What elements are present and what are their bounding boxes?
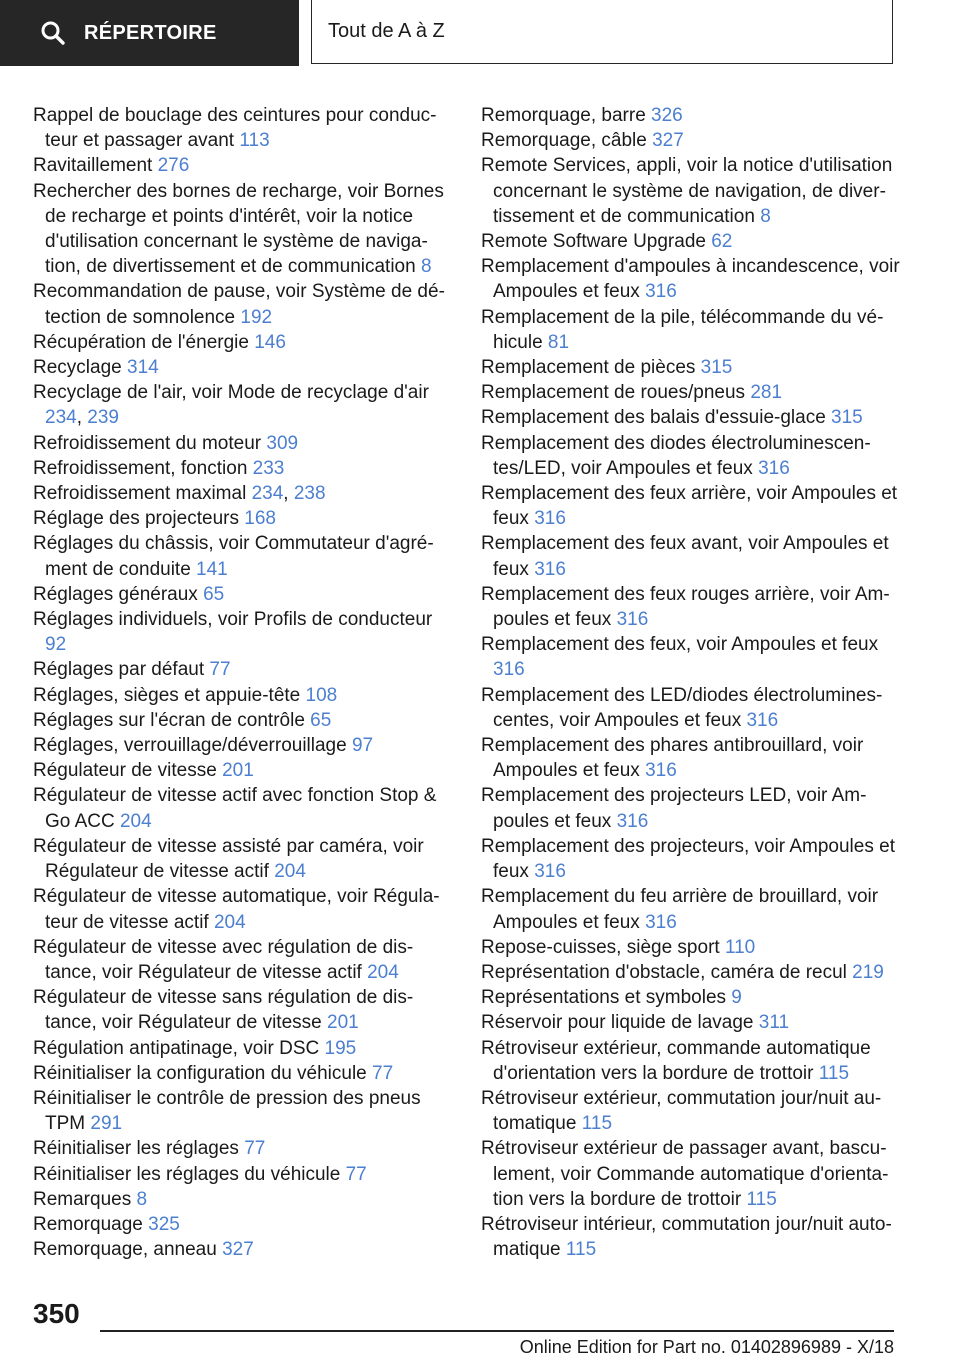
index-column-left [33, 103, 453, 1262]
page-reference-link[interactable]: 115 [746, 1188, 777, 1210]
page-reference-link[interactable]: 77 [345, 1163, 367, 1185]
page-reference-link[interactable]: 327 [652, 130, 684, 152]
index-entry-text: Régulateur de vitesse [33, 760, 223, 782]
index-entry [33, 935, 453, 985]
index-entry-text: Réglages par défaut [33, 659, 210, 681]
index-entry-text: Remplacement des projecteurs LED, voir Ampoules et feux [481, 785, 867, 832]
page-reference-link[interactable]: 309 [266, 432, 299, 454]
index-entry [33, 103, 453, 153]
index-entry-text: Régulateur de vitesse automatique, voir Régulateur de vitesse actif [33, 886, 440, 933]
index-entry-text: Rechercher des bornes de recharge, voir Bornes de recharge et points d'intérêt, voir la notice d'utilisation concernant le système de navigation, de divertissement et de communication [33, 180, 444, 278]
index-entry-text: Remplacement des phares antibrouillard, voir Ampoules et feux [481, 735, 864, 782]
page-reference-link[interactable]: 311 [758, 1012, 790, 1034]
section-title-tab[interactable] [311, 0, 893, 64]
index-entry [33, 758, 453, 783]
index-entry-text: Récupération de l'énergie [33, 331, 255, 353]
index-entry-text: Remarques [33, 1188, 137, 1210]
index-entry [33, 1212, 453, 1237]
index-entry-text: Recyclage [33, 357, 127, 379]
index-entry [481, 431, 901, 481]
index-entry-text: Remote Services, appli, voir la notice d'utilisation concernant le système de navigation, de divertissement et de communication [481, 155, 893, 227]
page-reference-link[interactable]: 192 [240, 306, 273, 328]
page-reference-link[interactable]: 97 [351, 735, 374, 757]
index-entry [33, 1162, 453, 1187]
index-entry-text: Réinitialiser les réglages [33, 1138, 245, 1160]
index-entry [33, 506, 453, 531]
index-entry-text: Refroidissement maximal [33, 483, 252, 505]
index-entry-text: Rétroviseur intérieur, commutation jour/nuit automatique [481, 1213, 892, 1261]
page-reference-link[interactable]: 204 [274, 861, 306, 883]
index-entry [481, 1036, 901, 1086]
index-entry [481, 128, 901, 153]
index-entry-text: Remorquage, barre [481, 105, 652, 126]
page-reference-link[interactable]: 327 [222, 1239, 254, 1261]
page-reference-link[interactable]: 316 [616, 609, 649, 631]
index-entry [481, 1010, 901, 1035]
page-reference-link[interactable]: 315 [700, 357, 733, 379]
page-reference-link[interactable]: 110 [724, 936, 756, 958]
page-reference-link[interactable]: 316 [534, 861, 566, 883]
page-reference-link[interactable]: 291 [90, 1113, 123, 1135]
index-entry-text: Réglages individuels, voir Profils de conducteur [33, 609, 433, 631]
index-entry-text: Rétroviseur extérieur, commande automatique d'orientation vers la bordure de trottoir [481, 1037, 871, 1084]
index-entry [481, 683, 901, 733]
index-entry [481, 1212, 901, 1262]
page-reference-link[interactable]: 325 [148, 1213, 180, 1235]
page-reference-link[interactable]: 65 [203, 583, 225, 605]
index-entry [481, 103, 901, 128]
page-reference-link[interactable]: 316 [746, 709, 779, 731]
index-entry-text: Remorquage, anneau [33, 1239, 223, 1261]
index-entry [33, 1086, 453, 1136]
page-reference-link[interactable]: 168 [244, 508, 276, 530]
index-entry [481, 632, 901, 682]
page-reference-link[interactable]: 201 [327, 1012, 359, 1034]
index-entry [33, 834, 453, 884]
index-entry-text: Régulateur de vitesse avec régulation de distance, voir Régulateur de vitesse actif [33, 936, 414, 983]
index-entry [33, 279, 453, 329]
page-reference-link[interactable]: 238 [293, 483, 326, 505]
page-reference-link[interactable]: 108 [305, 684, 338, 706]
index-entry [33, 582, 453, 607]
index-entry [33, 1237, 453, 1262]
page-reference-link[interactable]: 62 [711, 231, 733, 253]
page-reference-link[interactable]: 9 [731, 987, 742, 1009]
page-reference-link[interactable]: 239 [87, 407, 119, 429]
index-entry [33, 1187, 453, 1212]
page-reference-link[interactable]: 195 [324, 1037, 357, 1059]
index-entry-text: Remplacement des feux arrière, voir Ampoules et feux [481, 483, 898, 530]
page-reference-link[interactable]: 234 [45, 407, 77, 429]
index-entry-text: Remplacement du feu arrière de brouillard, voir Ampoules et feux [481, 886, 879, 933]
index-entry [33, 330, 453, 355]
index-entry-text: Ravitaillement [33, 155, 158, 177]
index-entry-text: Refroidissement du moteur [33, 432, 267, 454]
index-entry-text: Réinitialiser la configuration du véhicule [33, 1062, 373, 1084]
index-entry [33, 683, 453, 708]
page-reference-link[interactable]: 316 [616, 810, 649, 832]
index-entry [481, 1136, 901, 1212]
page-reference-link[interactable]: 316 [645, 911, 677, 933]
index-entry-text: Remplacement d'ampoules à incandescence, voir Ampoules et feux [481, 256, 900, 303]
index-entry-text: Représentation d'obstacle, caméra de recul [481, 961, 853, 983]
index-entry [481, 153, 901, 229]
index-entry-text: Rétroviseur extérieur de passager avant, basculement, voir Commande automatique d'orientation vers la bordure de trottoir [481, 1138, 889, 1210]
edition-footer: Online Edition for Part no. 01402896989 - X/18 [519, 1337, 894, 1357]
index-entry-text: Régulateur de vitesse actif avec fonction Stop & Go ACC [33, 785, 437, 832]
index-entry [481, 783, 901, 833]
index-entry [33, 531, 453, 581]
index-entry-text: Réglage des projecteurs [33, 508, 245, 530]
page-reference-link[interactable]: 146 [254, 331, 286, 353]
page-reference-link[interactable]: 315 [831, 407, 863, 429]
footer-divider [100, 1330, 894, 1332]
index-entry-text: Remplacement des feux, voir Ampoules et feux [481, 634, 879, 656]
index-entry-text: Réservoir pour liquide de lavage [481, 1012, 759, 1034]
page-number: 350 [33, 1298, 80, 1329]
page-reference-link[interactable]: 219 [852, 961, 884, 983]
index-entry [481, 481, 901, 531]
index-entry [33, 153, 453, 178]
index-entry [33, 884, 453, 934]
page-reference-link[interactable]: 77 [372, 1062, 394, 1084]
index-entry [481, 355, 901, 380]
index-entry [481, 380, 901, 405]
index-entry [33, 1136, 453, 1161]
page-reference-link[interactable]: 77 [244, 1138, 266, 1160]
index-entry [481, 960, 901, 985]
index-entry-text: Réglages du châssis, voir Commutateur d'agrément de conduite [33, 533, 434, 580]
page-reference-link[interactable]: 8 [760, 205, 771, 227]
index-entry-text: Régulateur de vitesse assisté par caméra, voir Régulateur de vitesse actif [33, 835, 424, 883]
index-entry [33, 985, 453, 1035]
page-reference-link[interactable]: 314 [127, 357, 159, 379]
index-entry-text: Rétroviseur extérieur, commutation jour/nuit automatique [481, 1087, 882, 1135]
index-entry-text: Remorquage [33, 1213, 149, 1235]
index-entry-text: Remplacement des projecteurs, voir Ampoules et feux [481, 835, 895, 883]
index-entry-text: Remplacement des feux rouges arrière, voir Ampoules et feux [481, 583, 890, 631]
index-entry [481, 733, 901, 783]
index-entry-text: Remplacement de pièces [481, 357, 701, 379]
index-entry-text: Remplacement de roues/pneus [481, 382, 751, 404]
index-entry-text: Remplacement des feux avant, voir Ampoules et feux [481, 533, 889, 580]
index-entry [481, 254, 901, 304]
page-reference-link[interactable]: 8 [136, 1188, 148, 1210]
section-title: Tout de A à Z [328, 20, 445, 42]
page-reference-link[interactable]: 113 [239, 130, 270, 152]
index-entry [481, 985, 901, 1010]
page-reference-link[interactable]: 65 [310, 709, 332, 731]
index-entry-text: Représentations et symboles [481, 987, 732, 1009]
index-entry [481, 935, 901, 960]
index-search-tab[interactable] [0, 0, 299, 66]
index-entry [33, 733, 453, 758]
index-entry-text: Réinitialiser les réglages du véhicule [33, 1163, 346, 1185]
page-reference-link[interactable]: 233 [252, 457, 285, 479]
index-entry-text: Réglages, verrouillage/déverrouillage [33, 735, 352, 757]
index-entry-text: Recommandation de pause, voir Système de détection de somnolence [33, 281, 445, 328]
page-reference-link[interactable]: 204 [213, 911, 246, 933]
index-entry-text: Rappel de bouclage des ceintures pour conducteur et passager avant [33, 105, 437, 152]
page-reference-link[interactable]: 92 [45, 634, 67, 656]
page-reference-link[interactable]: 326 [651, 105, 683, 126]
page-reference-link[interactable]: 316 [645, 281, 677, 303]
index-entry-text: Réglages généraux [33, 583, 204, 605]
page-reference-link[interactable]: 115 [565, 1239, 597, 1261]
top-bar [0, 0, 960, 66]
index-entry [33, 783, 453, 833]
page-reference-link[interactable]: 204 [367, 961, 399, 983]
search-icon [40, 20, 66, 46]
index-entry-text: Réglages sur l'écran de contrôle [33, 709, 311, 731]
index-entry [33, 431, 453, 456]
index-entry: Refroidissement maximal 234, 238 [33, 483, 326, 505]
index-entry [33, 1036, 453, 1061]
index-entry [33, 708, 453, 733]
index-entry [481, 582, 901, 632]
page-reference-link[interactable]: 316 [534, 558, 566, 580]
index-entry-text: Repose-cuisses, siège sport [481, 936, 725, 958]
page-reference-link[interactable]: 281 [750, 382, 783, 404]
index-entry [33, 179, 453, 280]
index-entry [481, 305, 901, 355]
index-entry: Recyclage de l'air, voir Mode de recyclage d'air 234, 239 [33, 382, 429, 429]
page-reference-link[interactable]: 81 [547, 331, 570, 353]
page-reference-link[interactable]: 115 [581, 1113, 613, 1135]
page-reference-link[interactable]: 276 [157, 155, 190, 177]
index-entry-text: Recyclage de l'air, voir Mode de recyclage d'air [33, 382, 429, 404]
page-reference-link[interactable]: 204 [119, 810, 152, 832]
index-entry-text: Remplacement de la pile, télécommande du véhicule [481, 306, 884, 353]
index-entry [481, 531, 901, 581]
index-entry [33, 657, 453, 682]
index-entry [481, 1086, 901, 1136]
page-reference-link[interactable]: 8 [420, 256, 432, 278]
page-reference-link[interactable]: 77 [209, 659, 231, 681]
page-reference-link[interactable]: 316 [645, 760, 677, 782]
index-entry [33, 607, 453, 657]
index-entry-text: Remplacement des diodes électroluminescentes/LED, voir Ampoules et feux [481, 432, 871, 479]
index-entry-text: Remote Software Upgrade [481, 231, 712, 253]
page-reference-link[interactable]: 316 [534, 508, 566, 530]
index-entry [481, 834, 901, 884]
page-reference-link[interactable]: 316 [758, 457, 790, 479]
page-reference-link[interactable]: 141 [196, 558, 228, 580]
index-entry [33, 1061, 453, 1086]
index-entry-text: Remplacement des balais d'essuie-glace [481, 407, 832, 429]
page-reference-link[interactable]: 234 [251, 483, 284, 505]
index-column-right [481, 103, 901, 1262]
index-entry-text: Remplacement des LED/diodes électroluminescentes, voir Ampoules et feux [481, 684, 883, 731]
index-entry-text: Réinitialiser le contrôle de pression des pneus TPM [33, 1087, 421, 1135]
index-entry [481, 405, 901, 430]
index-entry-text: Refroidissement, fonction [33, 457, 253, 479]
index-tab-label: RÉPERTOIRE [84, 21, 217, 44]
page-reference-link[interactable]: 316 [493, 659, 525, 681]
index-entry [33, 456, 453, 481]
page-reference-link[interactable]: 201 [222, 760, 254, 782]
index-entry [481, 229, 901, 254]
index-entry-text: Remorquage, câble [481, 130, 653, 152]
index-entry [481, 884, 901, 934]
page-reference-link[interactable]: 115 [818, 1062, 850, 1084]
index-entry [33, 355, 453, 380]
index-entry-text: Régulation antipatinage, voir DSC [33, 1037, 325, 1059]
index-entry-text: Régulateur de vitesse sans régulation de distance, voir Régulateur de vitesse [33, 987, 414, 1034]
index-entry-text: Réglages, sièges et appuie-tête [33, 684, 306, 706]
